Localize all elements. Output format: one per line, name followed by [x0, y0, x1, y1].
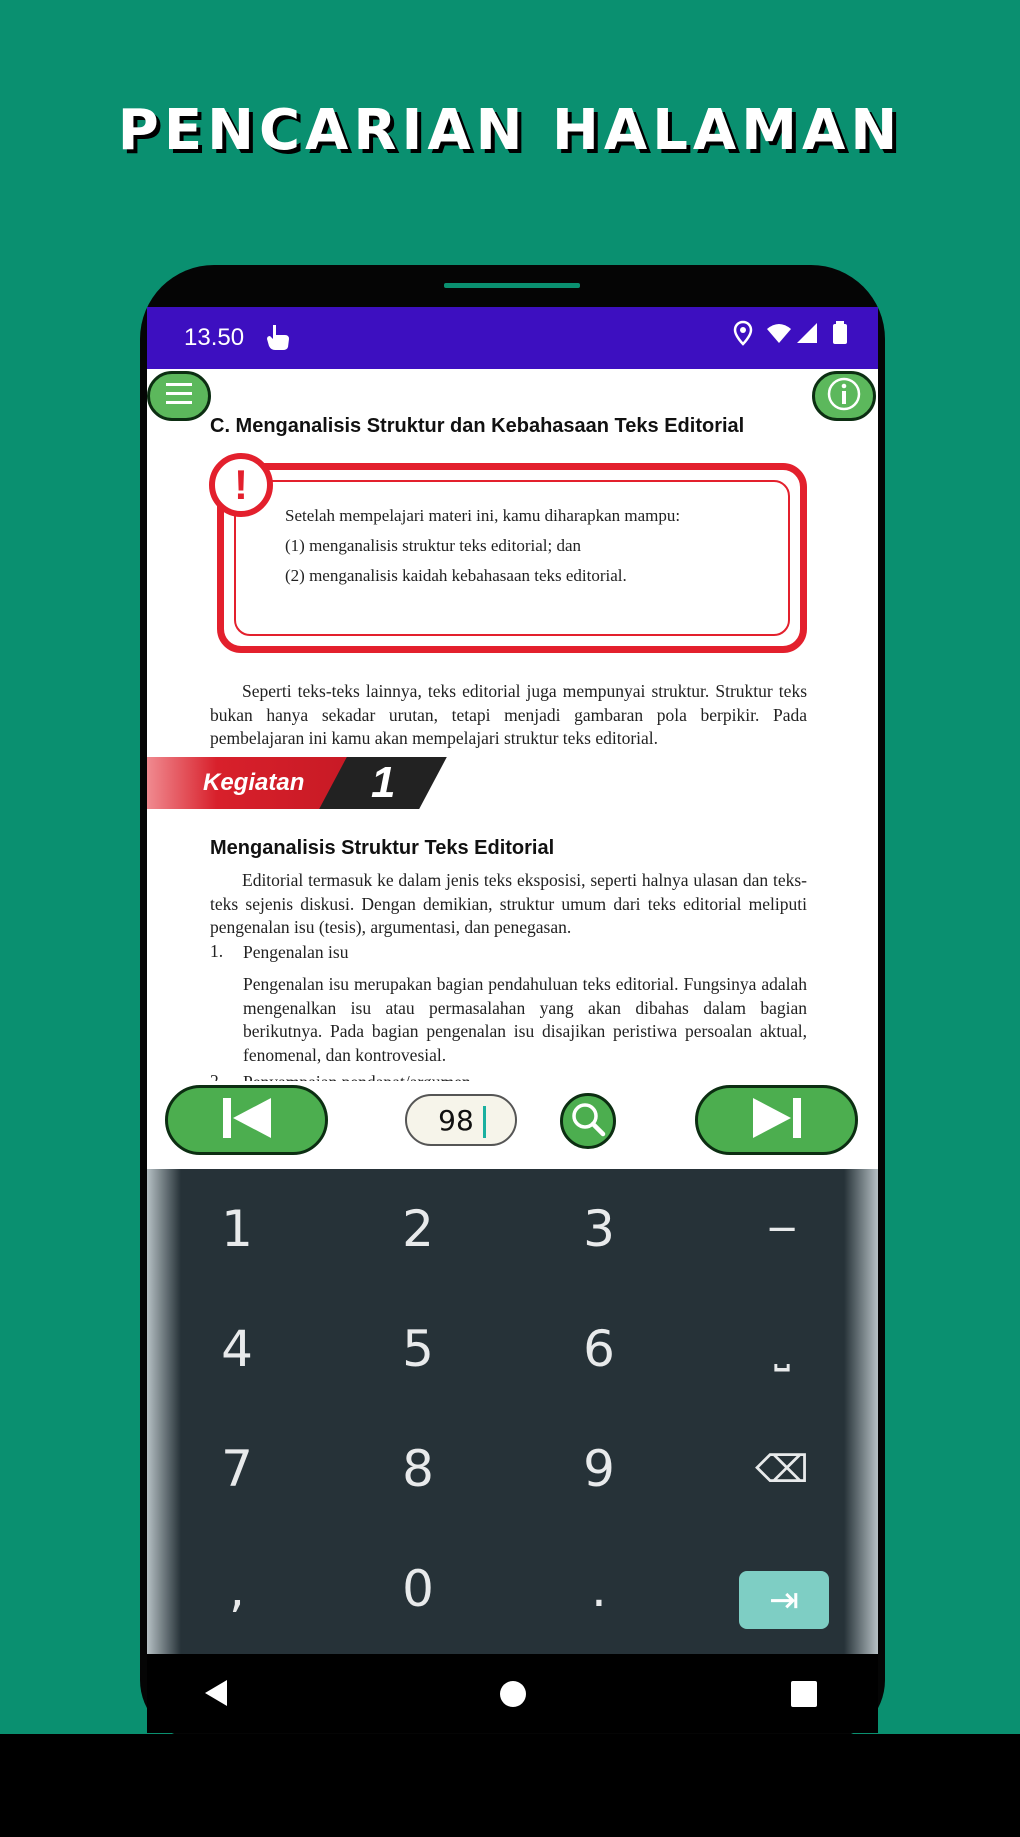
- system-navigation-bar: [147, 1654, 878, 1733]
- key-next[interactable]: [739, 1571, 829, 1629]
- phone-frame: [140, 265, 885, 1740]
- page-number-input[interactable]: [405, 1094, 517, 1146]
- back-icon[interactable]: [203, 1678, 229, 1712]
- status-time: 13.50: [184, 324, 245, 351]
- key-9[interactable]: 9: [583, 1440, 615, 1498]
- key-period[interactable]: .: [591, 1560, 607, 1618]
- learning-goals-text: [285, 501, 680, 591]
- last-page-button[interactable]: [695, 1085, 858, 1155]
- status-bar: [147, 307, 878, 369]
- key-backspace[interactable]: ⌫: [755, 1447, 809, 1491]
- wifi-icon: [766, 322, 792, 348]
- key-6[interactable]: 6: [583, 1320, 615, 1378]
- key-4[interactable]: 4: [221, 1320, 253, 1378]
- activity-number: 1: [319, 757, 447, 809]
- key-comma[interactable]: ,: [229, 1560, 245, 1618]
- section-title: C. Menganalisis Struktur dan Kebahasaan Teks Editorial: [210, 415, 745, 437]
- key-1[interactable]: 1: [221, 1200, 253, 1258]
- goals-item-2: (2) menganalisis kaidah kebahasaan teks editorial.: [285, 566, 627, 585]
- key-3[interactable]: 3: [583, 1200, 615, 1258]
- goals-intro: Setelah mempelajari materi ini, kamu diharapkan mampu:: [285, 506, 681, 525]
- page-navigation-bar: [147, 1081, 878, 1161]
- list-number-1: 1.: [210, 941, 224, 961]
- skip-next-icon: [751, 1096, 803, 1144]
- home-icon[interactable]: [499, 1680, 527, 1712]
- alert-icon: !: [209, 453, 273, 517]
- key-2[interactable]: 2: [402, 1200, 434, 1258]
- info-button[interactable]: [812, 371, 876, 421]
- first-page-button[interactable]: [165, 1085, 328, 1155]
- touch-icon: [265, 323, 291, 355]
- menu-icon: [165, 381, 193, 411]
- subsection-title: Menganalisis Struktur Teks Editorial: [210, 837, 555, 859]
- recents-icon[interactable]: [790, 1680, 818, 1712]
- location-icon: [734, 321, 752, 349]
- key-minus[interactable]: −: [765, 1206, 799, 1252]
- signal-icon: [796, 322, 818, 348]
- body-paragraph: Editorial termasuk ke dalam jenis teks eksposisi, seperti halnya ulasan dan teks-teks sejenis diskusi. Dengan demikian, struktur umum dari teks editorial meliputi pengenalan isu (tesis), argumentasi, dan penegasan.: [210, 870, 807, 937]
- list-title-1: Pengenalan isu: [243, 942, 349, 962]
- bottom-black-bar: [0, 1734, 1020, 1837]
- document-page[interactable]: [147, 369, 878, 1081]
- key-8[interactable]: 8: [402, 1440, 434, 1498]
- key-0[interactable]: 0: [402, 1560, 434, 1618]
- search-icon: [568, 1099, 608, 1143]
- banner-title: PENCARIAN HALAMAN: [117, 98, 903, 163]
- info-icon: [826, 376, 862, 416]
- text-cursor: [483, 1106, 486, 1138]
- skip-previous-icon: [221, 1096, 273, 1144]
- tab-icon: ⇥: [768, 1579, 800, 1621]
- intro-paragraph: Seperti teks-teks lainnya, teks editorial juga mempunyai struktur. Struktur teks bukan hanya sekadar urutan, tetapi menjadi gambaran pola berpikir. Pada pembelajaran ini kamu akan mempelajari struktur teks editorial.: [210, 681, 807, 748]
- list-text-1: Pengenalan isu merupakan bagian pendahuluan teks editorial. Fungsinya adalah mengenalkan isu atau permasalahan yang akan dibahas dalam bagian berikutnya. Pada bagian pengenalan isu disajikan peristiwa persoalan aktual, fenomenal, dan kontrovesial.: [243, 974, 807, 1065]
- key-space[interactable]: ⎵: [774, 1326, 790, 1372]
- search-page-button[interactable]: [560, 1093, 616, 1149]
- key-7[interactable]: 7: [221, 1440, 253, 1498]
- phone-speaker: [444, 283, 580, 288]
- goals-item-1: (1) menganalisis struktur teks editorial; dan: [285, 536, 582, 555]
- battery-icon: [832, 321, 848, 349]
- key-5[interactable]: 5: [402, 1320, 434, 1378]
- phone-screen: [147, 307, 878, 1733]
- activity-label: Kegiatan: [203, 769, 305, 796]
- numeric-keyboard: [147, 1169, 878, 1654]
- menu-button[interactable]: [147, 371, 211, 421]
